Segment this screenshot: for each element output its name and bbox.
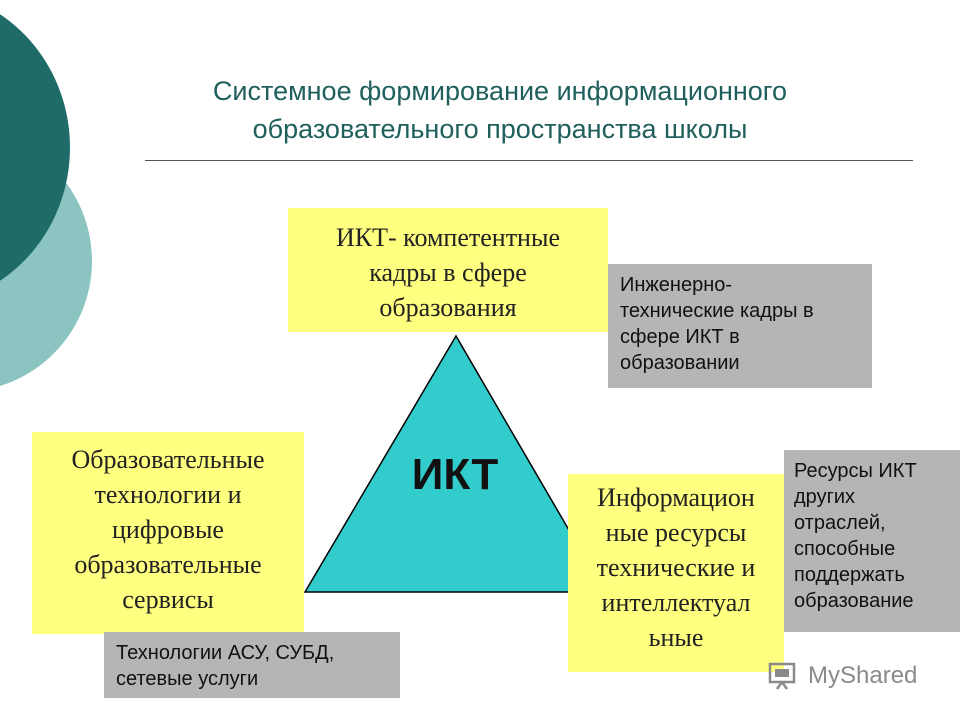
box-line: технологии и [94,480,242,509]
watermark [768,656,917,696]
title-line-2: образовательного пространства школы [252,114,748,144]
box-line: образования [379,293,517,322]
note-line: образовании [620,352,740,374]
watermark-text: MyShared [808,662,918,689]
note-line: других [794,486,856,508]
box-line: ИКТ- компетентные [336,223,560,252]
box-line: сервисы [122,585,214,614]
note-line: Ресурсы ИКТ [794,460,917,482]
box-line: образовательные [74,550,262,579]
note-line: Инженерно- [620,274,733,296]
note-line: сфере ИКТ в [620,326,740,348]
presentation-icon [768,661,802,691]
note-line: отраслей, [794,512,886,534]
note-line: технические кадры в [620,300,814,322]
note-other-resources [784,450,960,632]
note-line: поддержать [794,564,905,586]
title-line-1: Системное формирование информационного [212,76,788,106]
triangle-center-label: ИКТ [411,450,499,499]
box-line: Образовательные [71,445,265,474]
box-ikt-staff [288,208,608,332]
box-line: Информацион [597,483,755,512]
box-edu-technologies [32,432,304,634]
box-line: ные ресурсы [605,518,747,547]
note-line: способные [794,538,896,560]
note-engineering-staff [608,264,872,388]
box-line: технические и [596,553,756,582]
box-line: кадры в сфере [369,258,527,287]
note-line: образование [794,590,914,612]
note-line: сетевые услуги [116,668,259,690]
box-info-resources [568,474,784,672]
box-line: ьные [648,623,704,652]
box-line: интеллектуал [601,588,751,617]
note-asu-technologies [104,632,400,698]
box-line: цифровые [112,515,224,544]
note-line: Технологии АСУ, СУБД, [116,642,335,664]
